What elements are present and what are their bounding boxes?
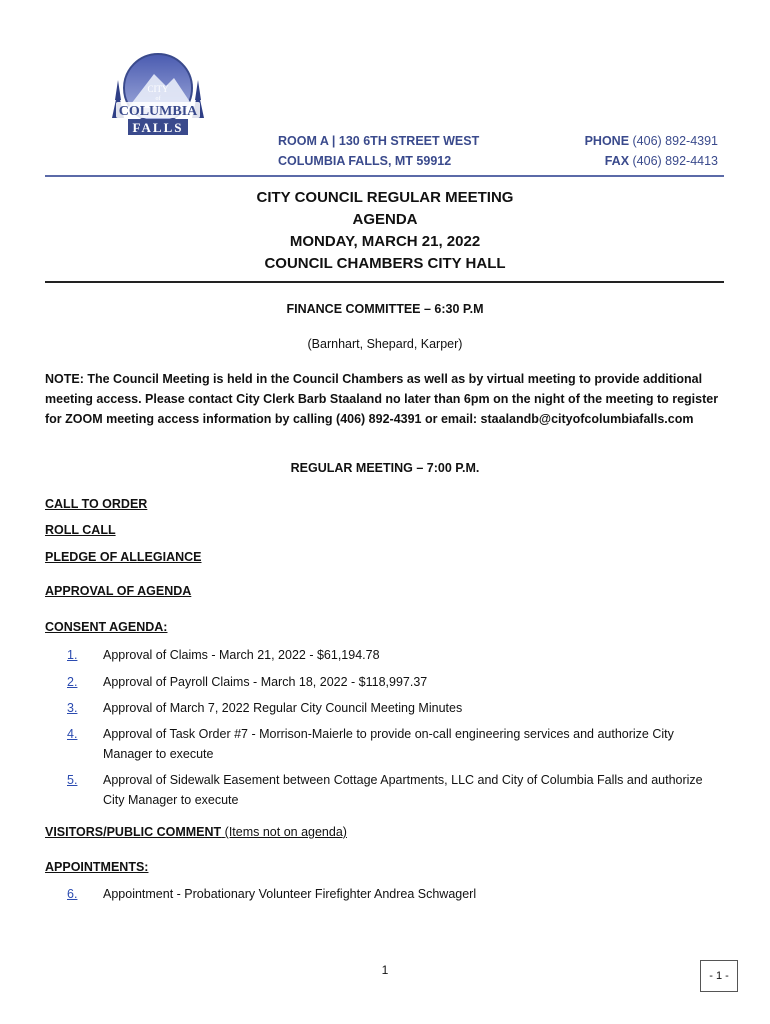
- item-number-link[interactable]: 1.: [67, 648, 78, 662]
- roll-call-heading: ROLL CALL: [45, 523, 116, 537]
- svg-text:FALLS: FALLS: [132, 120, 184, 135]
- phone-number: (406) 892-4391: [632, 134, 718, 148]
- virtual-meeting-note: NOTE: The Council Meeting is held in the Council Chambers as well as by virtual meeting to provide additional meeting access. Please contact City Clerk Barb Staaland no later than 6pm on the night of the meeting to register for ZOOM meeting access information by calling (406) 892-4391 or email: staalandb@cityofcolumbiafalls.com: [45, 372, 719, 426]
- finance-committee-members: (Barnhart, Shepard, Karper): [307, 337, 463, 351]
- title-divider: [45, 281, 724, 283]
- item-text: Approval of Claims - March 21, 2022 - $61,194.78: [103, 648, 380, 662]
- fax-number: (406) 892-4413: [632, 154, 718, 168]
- title-line-1: CITY COUNCIL REGULAR MEETING: [256, 189, 514, 206]
- appointments-heading: APPOINTMENTS:: [45, 860, 149, 874]
- call-to-order-heading: CALL TO ORDER: [45, 497, 148, 511]
- address-block: [278, 131, 479, 171]
- fax-line: [585, 151, 718, 171]
- item-text: Approval of Task Order #7 - Morrison-Maierle to provide on-call engineering services and authorize City Manager to execute: [103, 727, 674, 761]
- svg-text:CITY: CITY: [147, 84, 169, 94]
- address-line-1: ROOM A | 130 6TH STREET WEST: [278, 134, 480, 148]
- item-number-link[interactable]: 2.: [67, 675, 78, 689]
- visitors-note: (Items not on agenda): [224, 825, 347, 839]
- consent-agenda-heading: CONSENT AGENDA:: [45, 620, 168, 634]
- item-number-link[interactable]: 4.: [67, 727, 78, 741]
- pledge-heading: PLEDGE OF ALLEGIANCE: [45, 550, 202, 564]
- svg-text:of: of: [155, 96, 161, 102]
- fax-label: FAX: [604, 154, 630, 168]
- visitors-heading: [45, 825, 347, 839]
- contact-block: [585, 131, 718, 171]
- item-text: Approval of March 7, 2022 Regular City Council Meeting Minutes: [103, 701, 463, 715]
- city-logo: [104, 50, 212, 138]
- visitors-label: VISITORS/PUBLIC COMMENT: [45, 825, 222, 839]
- item-text: Appointment - Probationary Volunteer Firefighter Andrea Schwagerl: [103, 887, 477, 901]
- item-number-link[interactable]: 6.: [67, 887, 78, 901]
- title-line-4: COUNCIL CHAMBERS CITY HALL: [264, 255, 506, 272]
- title-line-3: MONDAY, MARCH 21, 2022: [289, 233, 481, 250]
- address-line-2: COLUMBIA FALLS, MT 59912: [278, 154, 452, 168]
- finance-committee-heading: FINANCE COMMITTEE – 6:30 P.M: [286, 302, 484, 316]
- agenda-title: [0, 187, 770, 275]
- phone-label: PHONE: [584, 134, 630, 148]
- item-number-link[interactable]: 3.: [67, 701, 78, 715]
- approval-agenda-heading: APPROVAL OF AGENDA: [45, 584, 192, 598]
- svg-text:COLUMBIA: COLUMBIA: [118, 104, 198, 119]
- phone-line: [585, 131, 718, 151]
- regular-meeting-heading: REGULAR MEETING – 7:00 P.M.: [290, 461, 480, 475]
- item-text: Approval of Payroll Claims - March 18, 2022 - $118,997.37: [103, 675, 428, 689]
- item-number-link[interactable]: 5.: [67, 773, 78, 787]
- page-number-box: - 1 -: [700, 960, 738, 992]
- item-text: Approval of Sidewalk Easement between Cottage Apartments, LLC and City of Columbia Falls and authorize City Manager to execute: [103, 773, 703, 807]
- title-line-2: AGENDA: [352, 211, 418, 228]
- page-number: 1: [381, 963, 389, 977]
- header-divider: [45, 175, 724, 177]
